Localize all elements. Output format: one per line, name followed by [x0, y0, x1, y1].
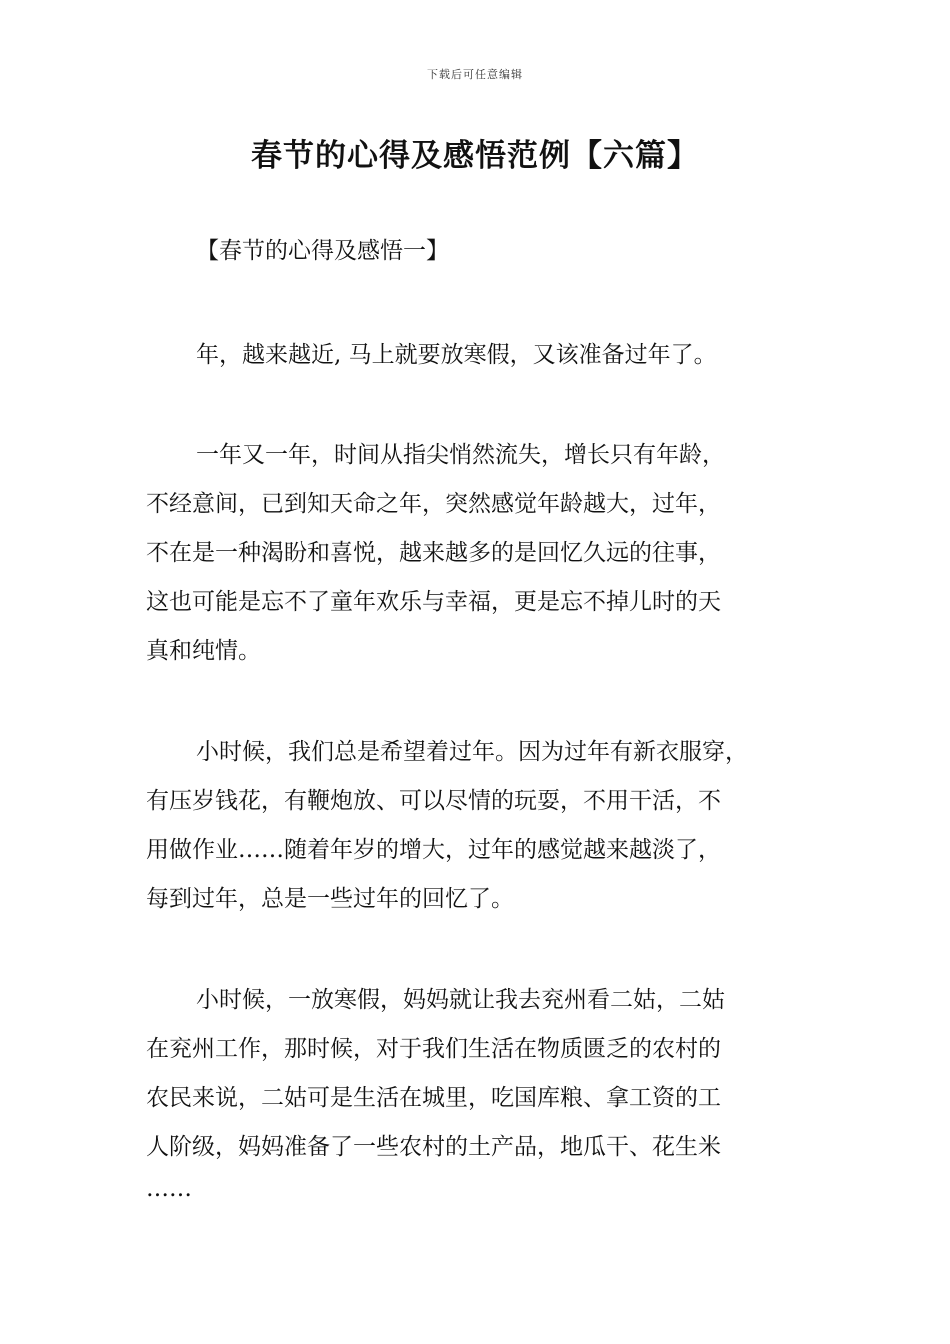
page-header: 下载后可任意编辑	[427, 68, 523, 81]
section-heading: 【春节的心得及感悟一】	[196, 238, 449, 264]
paragraph-1-line-1: 年，越来越近, 马上就要放寒假，又该准备过年了。	[196, 342, 717, 368]
paragraph-3-line-4: 每到过年，总是一些过年的回忆了。	[146, 886, 514, 912]
paragraph-2-line-5: 真和纯情。	[146, 638, 261, 664]
paragraph-2-line-3: 不在是一种渴盼和喜悦，越来越多的是回忆久远的往事，	[146, 540, 721, 566]
paragraph-2-line-4: 这也可能是忘不了童年欢乐与幸福，更是忘不掉儿时的天	[146, 589, 721, 615]
paragraph-2-line-2: 不经意间，已到知天命之年，突然感觉年龄越大，过年，	[146, 491, 721, 517]
paragraph-2-line-1: 一年又一年，时间从指尖悄然流失，增长只有年龄，	[196, 442, 725, 468]
paragraph-3-line-2: 有压岁钱花，有鞭炮放、可以尽情的玩耍，不用干活，不	[146, 788, 721, 814]
paragraph-3-line-3: 用做作业……随着年岁的增大，过年的感觉越来越淡了，	[146, 837, 721, 863]
paragraph-4-line-4: 人阶级，妈妈准备了一些农村的土产品，地瓜干、花生米	[146, 1134, 721, 1160]
paragraph-4-line-1: 小时候，一放寒假，妈妈就让我去兖州看二姑，二姑	[196, 987, 725, 1013]
paragraph-4-line-3: 农民来说，二姑可是生活在城里，吃国库粮、拿工资的工	[146, 1085, 721, 1111]
paragraph-4-line-2: 在兖州工作，那时候，对于我们生活在物质匮乏的农村的	[146, 1036, 721, 1062]
document-title: 春节的心得及感悟范例【六篇】	[251, 138, 699, 174]
paragraph-4-line-5: ……	[146, 1176, 192, 1202]
paragraph-3-line-1: 小时候，我们总是希望着过年。因为过年有新衣服穿，	[196, 739, 748, 765]
